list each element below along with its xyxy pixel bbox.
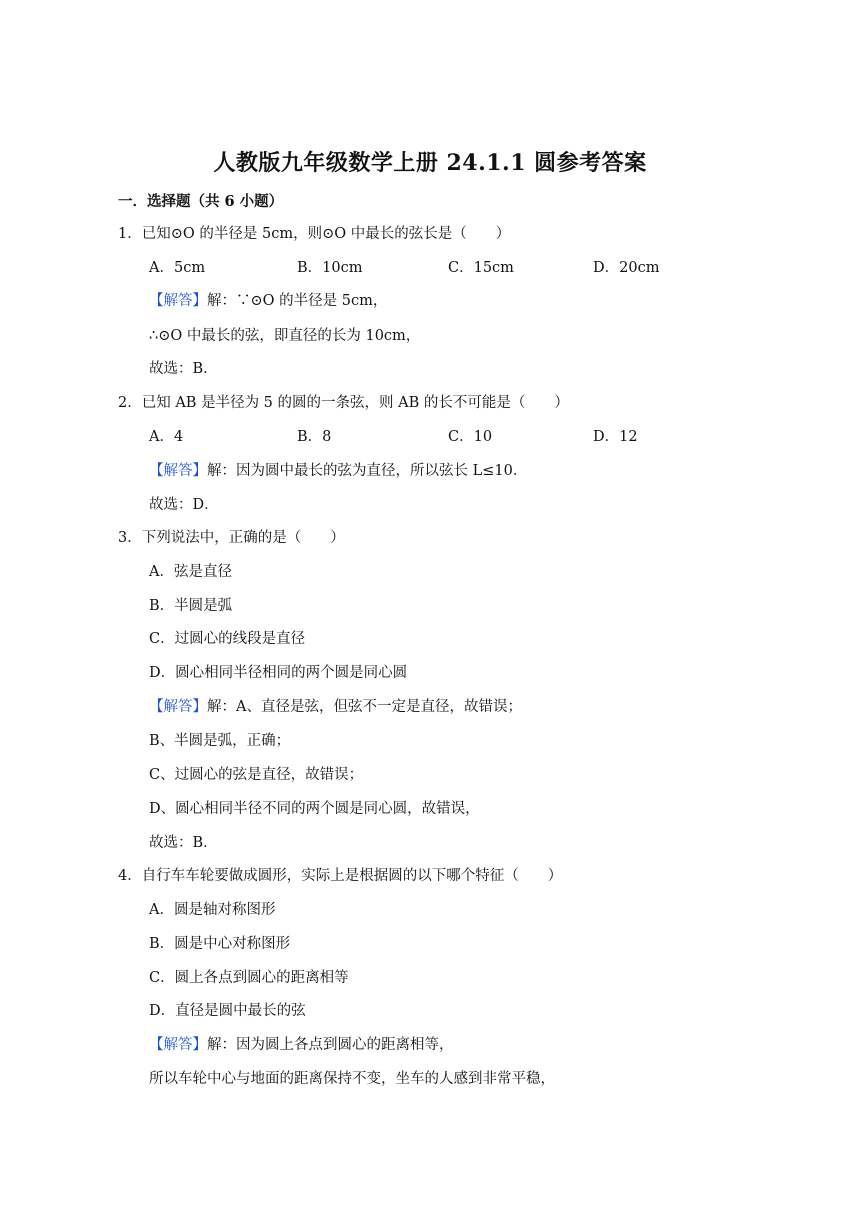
q4-option-b: B．圆是中心对称图形 [149,936,291,952]
q3-option-b: B．半圆是弧 [149,598,233,614]
q3-option-a: A．弦是直径 [149,564,232,580]
q1-solution-line-1: 【解答】解：∵⊙O 的半径是 5cm， [149,293,388,309]
q2-option-a: A．4 [149,429,184,445]
q2-solution-line-2: 故选：D． [149,497,219,513]
q3-solution-line-4: D、圆心相同半径不同的两个圆是同心圆，故错误， [149,801,480,817]
q1-option-c: C．15cm [448,260,514,276]
q3-option-c: C．过圆心的线段是直径 [149,631,306,647]
answer-tag: 【解答】 [149,699,207,715]
question-1-stem: 1．已知⊙O 的半径是 5cm，则⊙O 中最长的弦长是（ ） [118,226,511,242]
q1-solution-line-3: 故选：B． [149,361,218,377]
q2-option-c: C．10 [448,429,493,445]
q4-option-c: C．圆上各点到圆心的距离相等 [149,970,349,986]
answer-tag: 【解答】 [149,463,207,479]
document-title: 人教版九年级数学上册 24.1.1 圆参考答案 [213,150,647,176]
q4-solution-line-1: 【解答】解：因为圆上各点到圆心的距离相等， [149,1037,454,1053]
q3-option-d: D．圆心相同半径相同的两个圆是同心圆 [149,665,408,681]
q3-solution-line-3: C、过圆心的弦是直径，故错误； [149,767,364,783]
section-heading: 一．选择题（共 6 小题） [118,193,284,210]
q3-solution-line-5: 故选：B． [149,835,218,851]
q4-option-a: A．圆是轴对称图形 [149,902,276,918]
question-4-stem: 4．自行车车轮要做成圆形，实际上是根据圆的以下哪个特征（ ） [118,868,563,884]
question-3-stem: 3．下列说法中，正确的是（ ） [118,530,345,546]
question-2-stem: 2．已知 AB 是半径为 5 的圆的一条弦，则 AB 的长不可能是（ ） [118,395,569,411]
q4-option-d: D．直径是圆中最长的弦 [149,1003,306,1019]
q1-solution-line-2: ∴⊙O 中最长的弦，即直径的长为 10cm， [149,328,421,344]
answer-tag: 【解答】 [149,293,207,309]
q2-option-d: D．12 [593,429,638,445]
q1-option-a: A．5cm [149,260,206,276]
q2-option-b: B．8 [297,429,332,445]
q4-solution-line-2: 所以车轮中心与地面的距离保持不变，坐车的人感到非常平稳， [149,1071,555,1087]
q1-option-b: B．10cm [297,260,363,276]
answer-tag: 【解答】 [149,1037,207,1053]
q2-solution-line-1: 【解答】解：因为圆中最长的弦为直径，所以弦长 L≤10． [149,463,528,479]
q1-option-d: D．20cm [593,260,660,276]
q3-solution-line-1: 【解答】解：A、直径是弦，但弦不一定是直径，故错误； [149,699,522,715]
q3-solution-line-2: B、半圆是弧，正确； [149,733,291,749]
